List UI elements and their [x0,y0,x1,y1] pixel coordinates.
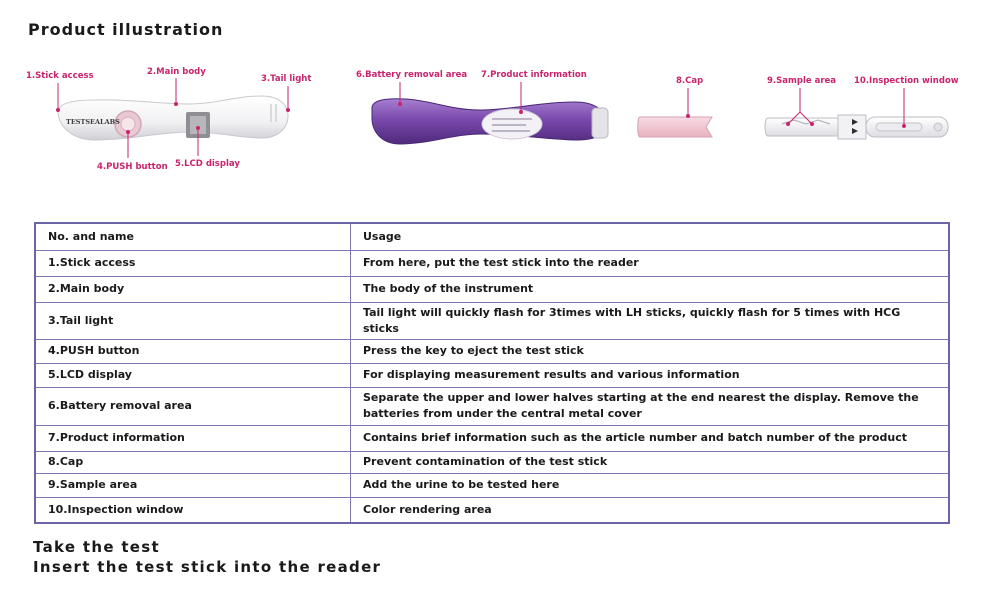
row-name: 5.LCD display [35,363,351,387]
table-row [35,473,949,497]
callout-push-button: 4.PUSH button [97,162,168,172]
callout-stick-access: 1.Stick access [26,71,94,81]
row-usage: From here, put the test stick into the reader [351,250,950,276]
row-usage: Contains brief information such as the article number and batch number of the product [351,425,950,451]
row-name: 8.Cap [35,451,351,473]
row-usage: Tail light will quickly flash for 3times with LH sticks, quickly flash for 5 times with HCG sticks [351,302,950,339]
table-row [35,302,949,339]
row-name: 1.Stick access [35,250,351,276]
row-name: 3.Tail light [35,302,351,339]
callout-sample-area: 9.Sample area [767,76,837,86]
cap-callout-line [687,88,690,118]
table-row [35,497,949,523]
callout-battery-removal: 6.Battery removal area [356,70,468,80]
table-row [35,276,949,302]
inspection-window-shape [876,123,922,131]
row-usage: Prevent contamination of the test stick [351,451,950,473]
row-usage: Add the urine to be tested here [351,473,950,497]
brand-logo: TESTSEALABS [66,118,120,126]
row-name: 6.Battery removal area [35,387,351,425]
table-header-row [35,223,949,250]
table-row [35,387,949,425]
table-row [35,451,949,473]
row-name: 7.Product information [35,425,351,451]
row-name: 10.Inspection window [35,497,351,523]
row-usage: For displaying measurement results and various information [351,363,950,387]
table-row [35,250,949,276]
callout-inspection-window: 10.Inspection window [854,76,959,86]
table-row [35,425,949,451]
callout-product-information: 7.Product information [481,70,587,80]
row-usage: Separate the upper and lower halves starting at the end nearest the display. Remove the batteries from under the central metal cover [351,387,950,425]
row-name: 9.Sample area [35,473,351,497]
callout-main-body: 2.Main body [147,67,206,77]
cap-shape [638,117,712,137]
section-heading: Take the test [33,538,160,556]
test-stick-shape [765,115,948,139]
table-row [35,339,949,363]
row-usage: Press the key to eject the test stick [351,339,950,363]
row-name: 2.Main body [35,276,351,302]
reader-front [58,96,288,140]
page-title: Product illustration [28,20,224,39]
row-usage: Color rendering area [351,497,950,523]
row-usage: The body of the instrument [351,276,950,302]
reader-back [372,99,608,144]
section-subheading: Insert the test stick into the reader [33,558,382,576]
callout-cap: 8.Cap [676,76,704,86]
header-usage: Usage [351,223,950,250]
callout-lcd-display: 5.LCD display [175,159,240,169]
header-name: No. and name [35,223,351,250]
row-name: 4.PUSH button [35,339,351,363]
table-row [35,363,949,387]
callout-tail-light: 3.Tail light [261,74,312,84]
spec-table [34,222,950,524]
